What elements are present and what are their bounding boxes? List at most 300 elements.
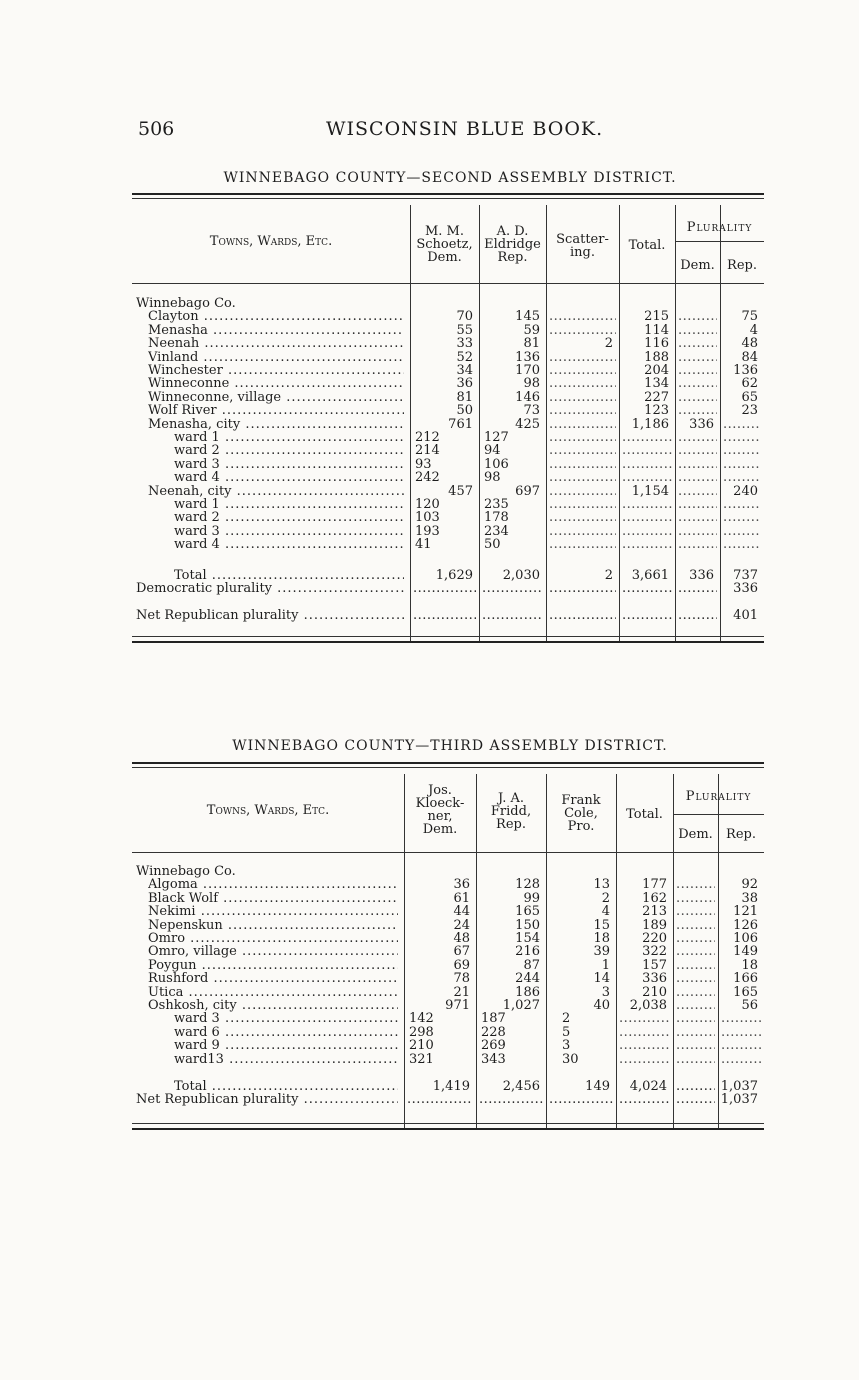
cell-c1w: 214	[415, 443, 440, 459]
plurality-dem-header: Dem.	[680, 258, 715, 273]
candidate3-header-line: Scatter-	[556, 232, 609, 247]
cell-rep: 23	[741, 403, 758, 419]
table1	[132, 193, 764, 648]
cell-c2: 59	[523, 322, 540, 338]
leader-dots	[622, 431, 672, 444]
cell-c3w: 30	[562, 1051, 579, 1067]
cell-c1w: 93	[415, 456, 432, 472]
total-c1: 1,629	[435, 568, 473, 583]
cell-c2w: 98	[484, 470, 501, 486]
total-rep: 737	[733, 568, 758, 583]
row-label: Winneconne, village .....	[148, 391, 404, 404]
cell-total: 215	[644, 309, 669, 325]
leader-dots	[549, 351, 616, 364]
row-label: Omro, village .....	[148, 945, 398, 958]
leader-dots	[676, 1053, 715, 1066]
leader-dots	[549, 377, 616, 390]
cell-rep: 149	[733, 944, 758, 960]
cell-total: 189	[642, 917, 667, 933]
candidate1-header-line: ner,	[427, 809, 453, 824]
table-row	[132, 1039, 764, 1052]
table-row	[132, 892, 764, 905]
cell-c3: 40	[593, 998, 610, 1013]
table-row	[132, 498, 764, 511]
plurality-rep-header: Rep.	[726, 827, 756, 842]
cell-rep: 56	[741, 998, 758, 1013]
net-rep-label: Net Republican plurality .....	[136, 609, 404, 622]
total-c3: 149	[585, 1079, 610, 1094]
cell-c3w: 3	[562, 1038, 571, 1054]
row-label: ward 3 .....	[174, 525, 404, 538]
leader-dots	[549, 498, 616, 511]
cell-total: 188	[644, 349, 669, 365]
row-label: ward 4 .....	[174, 471, 404, 484]
cell-c1w: 212	[415, 430, 440, 445]
table-rule	[132, 283, 764, 284]
leader-dots	[676, 1039, 715, 1052]
leader-dots	[721, 1039, 761, 1052]
cell-rep: 65	[741, 389, 758, 405]
net-republican-plurality-row	[132, 609, 764, 622]
candidate2-header	[476, 792, 546, 831]
leader-dots	[676, 1080, 715, 1093]
leader-dots	[723, 511, 761, 524]
cell-c2: 425	[515, 416, 540, 432]
leader-dots	[549, 525, 616, 538]
cell-rep: 62	[741, 376, 758, 392]
cell-c2w: 343	[481, 1051, 506, 1067]
cell-c2: 154	[515, 931, 540, 946]
leader-dots	[549, 538, 616, 551]
leader-dots	[723, 418, 761, 431]
cell-c2: 170	[515, 363, 540, 378]
cell-rep: 4	[749, 322, 758, 338]
total-row	[132, 1080, 764, 1093]
leader-dots	[549, 418, 616, 431]
leader-dots	[678, 582, 717, 595]
leader-dots	[622, 582, 672, 595]
cell-total: 177	[642, 877, 667, 893]
cell-c1: 52	[456, 349, 473, 365]
cell-c1: 44	[453, 904, 470, 920]
candidate2-header-line: Rep.	[497, 250, 528, 265]
leader-dots	[619, 1026, 670, 1039]
table-rule	[132, 762, 764, 764]
plurality-rep-header: Rep.	[727, 258, 757, 273]
cell-c1: 34	[456, 363, 473, 378]
cell-c2: 216	[515, 944, 540, 960]
total-total: 3,661	[631, 568, 669, 583]
dem-plurality-label: Democratic plurality .....	[136, 582, 404, 595]
plurality-dem-header: Dem.	[678, 827, 713, 842]
plurality-rule	[673, 814, 764, 815]
row-label: Clayton .....	[148, 310, 404, 323]
row-label: Nekimi .....	[148, 905, 398, 918]
cell-c1: 81	[456, 389, 473, 405]
row-label: Vinland .....	[148, 351, 404, 364]
leader-dots	[622, 498, 672, 511]
leader-dots	[549, 391, 616, 404]
total-c2: 2,030	[502, 568, 540, 583]
leader-dots	[549, 324, 616, 337]
table-row	[132, 418, 764, 431]
cell-total: 114	[644, 322, 669, 338]
leader-dots	[676, 878, 715, 891]
table2-title: WINNEBAGO COUNTY—THIRD ASSEMBLY DISTRICT.	[232, 738, 668, 754]
leader-dots	[678, 391, 717, 404]
cell-c2: 150	[515, 917, 540, 933]
row-label: ward 6 .....	[174, 1026, 398, 1039]
leader-dots	[482, 582, 543, 595]
table-row	[132, 377, 764, 390]
cell-c2: 244	[515, 971, 540, 987]
cell-c2w: 50	[484, 537, 501, 553]
plurality-rule	[675, 241, 764, 242]
candidate3-header-line: ing.	[570, 245, 595, 260]
leader-dots	[622, 444, 672, 457]
cell-c1w: 41	[415, 537, 432, 553]
cell-rep: 240	[733, 483, 758, 499]
leader-dots	[678, 431, 717, 444]
leader-dots	[407, 1093, 473, 1106]
candidate3-header	[546, 233, 619, 259]
row-label: Winnebago Co.	[136, 297, 236, 311]
cell-c2: 136	[515, 349, 540, 365]
cell-c1: 78	[453, 971, 470, 987]
cell-total: 336	[642, 971, 667, 987]
cell-rep: 126	[733, 917, 758, 933]
candidate3-header-line: Pro.	[567, 819, 595, 834]
cell-c2: 1,027	[502, 998, 540, 1013]
leader-dots	[549, 404, 616, 417]
leader-dots	[678, 444, 717, 457]
cell-c2: 87	[523, 957, 540, 973]
row-label: Menasha, city .....	[148, 418, 404, 431]
cell-c1: 50	[456, 403, 473, 419]
cell-c1: 971	[445, 998, 470, 1013]
leader-dots	[619, 1093, 670, 1106]
cell-c2w: 234	[484, 523, 509, 539]
table-row	[132, 1026, 764, 1039]
row-label: Neenah .....	[148, 337, 404, 350]
cell-rep: 38	[741, 890, 758, 906]
leader-dots	[678, 377, 717, 390]
table-rule	[132, 767, 764, 768]
leader-dots	[549, 1093, 613, 1106]
cell-c1: 36	[456, 376, 473, 392]
table-rule	[132, 641, 764, 643]
leader-dots	[549, 364, 616, 377]
candidate3-header	[546, 794, 616, 833]
row-label: Menasha .....	[148, 324, 404, 337]
candidate3-header-line: Frank	[561, 793, 601, 808]
row-label: ward 1 .....	[174, 431, 404, 444]
leader-dots	[676, 972, 715, 985]
total-row	[132, 569, 764, 582]
leader-dots	[549, 471, 616, 484]
leader-dots	[676, 999, 715, 1012]
cell-c3: 2	[601, 890, 610, 906]
table-rule	[132, 852, 764, 853]
table2	[132, 762, 764, 1134]
table-row	[132, 945, 764, 958]
row-label: Winneconne .....	[148, 377, 404, 390]
net-republican-plurality-row	[132, 1093, 764, 1106]
leader-dots	[721, 1012, 761, 1025]
cell-c3: 39	[593, 944, 610, 960]
table1-title: WINNEBAGO COUNTY—SECOND ASSEMBLY DISTRICT.	[223, 170, 677, 186]
table-row	[132, 297, 764, 310]
leader-dots	[678, 458, 717, 471]
leader-dots	[678, 337, 717, 350]
leader-dots	[482, 609, 543, 622]
candidate2-header-line: Fridd,	[490, 804, 532, 819]
total-c1: 1,419	[432, 1079, 470, 1094]
cell-c1: 33	[456, 336, 473, 352]
row-label: Omro .....	[148, 932, 398, 945]
row-label: Utica .....	[148, 986, 398, 999]
row-label: Rushford .....	[148, 972, 398, 985]
table-row	[132, 404, 764, 417]
leader-dots	[549, 444, 616, 457]
total-c2: 2,456	[502, 1079, 540, 1094]
cell-c1: 69	[453, 957, 470, 973]
leader-dots	[676, 932, 715, 945]
leader-dots	[721, 1026, 761, 1039]
row-label: Black Wolf .....	[148, 892, 398, 905]
cell-c2: 145	[515, 309, 540, 325]
table-row	[132, 525, 764, 538]
cell-total: 116	[644, 336, 669, 352]
row-label: Winchester .....	[148, 364, 404, 377]
cell-rep: 48	[741, 336, 758, 352]
cell-c3: 2	[604, 336, 613, 352]
leader-dots	[678, 310, 717, 323]
leader-dots	[676, 1093, 715, 1106]
row-label: ward 3 .....	[174, 1012, 398, 1025]
table-row	[132, 932, 764, 945]
candidate2-header-line: J. A.	[498, 791, 524, 806]
cell-c2: 165	[515, 904, 540, 920]
row-label: ward 1 .....	[174, 498, 404, 511]
leader-dots	[676, 892, 715, 905]
cell-c2: 186	[515, 984, 540, 1000]
cell-total: 134	[644, 376, 669, 392]
cell-c2w: 127	[484, 430, 509, 445]
leader-dots	[678, 498, 717, 511]
net-rep-value: 401	[733, 608, 758, 623]
dem-plurality-value: 336	[733, 581, 758, 597]
cell-c2: 73	[523, 403, 540, 419]
leader-dots	[676, 945, 715, 958]
table-row	[132, 511, 764, 524]
book-title: WISCONSIN BLUE BOOK.	[326, 118, 604, 140]
leader-dots	[676, 905, 715, 918]
total-c3: 2	[604, 568, 613, 583]
leader-dots	[678, 525, 717, 538]
candidate1-header-line: Schoetz,	[416, 237, 473, 252]
plurality-header: Plurality	[686, 220, 753, 235]
cell-c3: 14	[593, 971, 610, 987]
leader-dots	[549, 582, 616, 595]
table-row	[132, 878, 764, 891]
leader-dots	[723, 431, 761, 444]
cell-c1: 48	[453, 931, 470, 946]
cell-c2: 98	[523, 376, 540, 392]
table-row	[132, 364, 764, 377]
cell-c1: 67	[453, 944, 470, 960]
cell-total: 1,186	[631, 416, 669, 432]
cell-rep: 136	[733, 363, 758, 378]
cell-c2w: 106	[484, 456, 509, 472]
cell-c1w: 120	[415, 497, 440, 512]
row-label: Winnebago Co.	[136, 865, 236, 879]
leader-dots	[678, 538, 717, 551]
leader-dots	[723, 525, 761, 538]
row-label: ward 4 .....	[174, 538, 404, 551]
cell-rep: 106	[733, 931, 758, 946]
cell-total: 220	[642, 931, 667, 946]
leader-dots	[721, 1053, 761, 1066]
candidate1-header-line: Dem.	[422, 822, 458, 837]
cell-c1: 61	[453, 890, 470, 906]
cell-c2w: 187	[481, 1011, 506, 1027]
leader-dots	[549, 485, 616, 498]
cell-total: 162	[642, 890, 667, 906]
candidate2-header	[479, 225, 546, 264]
row-label: ward 3 .....	[174, 458, 404, 471]
cell-total: 2,038	[629, 998, 667, 1013]
total-label: Total .....	[174, 569, 404, 582]
row-label: Algoma .....	[148, 878, 398, 891]
leader-dots	[723, 444, 761, 457]
leader-dots	[619, 1012, 670, 1025]
cell-total: 1,154	[631, 483, 669, 499]
table-row	[132, 1012, 764, 1025]
leader-dots	[723, 498, 761, 511]
cell-c2w: 178	[484, 510, 509, 526]
table-rule	[132, 636, 764, 637]
towns-header: Towns, Wards, Etc.	[209, 234, 333, 249]
cell-c2w: 269	[481, 1038, 506, 1054]
table-row	[132, 865, 764, 878]
total-rep: 1,037	[720, 1079, 758, 1094]
cell-c1w: 242	[415, 470, 440, 486]
row-label: Oshkosh, city .....	[148, 999, 398, 1012]
row-label: Neenah, city .....	[148, 485, 404, 498]
leader-dots	[549, 431, 616, 444]
table-row	[132, 972, 764, 985]
table-row	[132, 485, 764, 498]
cell-total: 123	[644, 403, 669, 419]
row-label: ward 2 .....	[174, 511, 404, 524]
cell-c3w: 5	[562, 1024, 571, 1040]
cell-c2w: 228	[481, 1024, 506, 1040]
leader-dots	[619, 1053, 670, 1066]
leader-dots	[723, 458, 761, 471]
leader-dots	[676, 1026, 715, 1039]
leader-dots	[413, 582, 476, 595]
cell-c3: 4	[601, 904, 610, 920]
leader-dots	[622, 538, 672, 551]
cell-c1: 70	[456, 309, 473, 325]
leader-dots	[676, 919, 715, 932]
leader-dots	[622, 458, 672, 471]
cell-total: 213	[642, 904, 667, 920]
cell-rep: 18	[741, 957, 758, 973]
cell-c2: 146	[515, 389, 540, 405]
total-label: Total .....	[174, 1080, 398, 1093]
candidate1-header	[410, 225, 479, 264]
row-label: Wolf River .....	[148, 404, 404, 417]
row-label: ward 9 .....	[174, 1039, 398, 1052]
table-row	[132, 959, 764, 972]
cell-c2w: 235	[484, 497, 509, 512]
cell-rep: 166	[733, 971, 758, 987]
cell-c1: 24	[453, 917, 470, 933]
cell-rep: 84	[741, 349, 758, 365]
cell-total: 204	[644, 363, 669, 378]
table-row	[132, 391, 764, 404]
leader-dots	[723, 538, 761, 551]
cell-c2: 81	[523, 336, 540, 352]
leader-dots	[678, 404, 717, 417]
candidate3-header-line: Cole,	[564, 806, 598, 821]
cell-c1w: 298	[409, 1024, 434, 1040]
cell-c1w: 142	[409, 1011, 434, 1027]
table-row	[132, 337, 764, 350]
leader-dots	[413, 609, 476, 622]
candidate1-header-line: Kloeck-	[415, 796, 465, 811]
leader-dots	[678, 351, 717, 364]
leader-dots	[678, 511, 717, 524]
cell-c3: 15	[593, 917, 610, 933]
candidate1-header-line: Dem.	[427, 250, 462, 265]
leader-dots	[676, 1012, 715, 1025]
total-header: Total.	[628, 238, 666, 253]
table-row	[132, 351, 764, 364]
table-row	[132, 310, 764, 323]
cell-c1w: 103	[415, 510, 440, 526]
table-row	[132, 431, 764, 444]
total-total: 4,024	[629, 1079, 667, 1094]
cell-c2: 128	[515, 877, 540, 893]
cell-c1: 36	[453, 877, 470, 893]
leader-dots	[622, 609, 672, 622]
cell-total: 322	[642, 944, 667, 960]
cell-c2: 99	[523, 890, 540, 906]
towns-header: Towns, Wards, Etc.	[206, 803, 330, 818]
page-number: 506	[138, 118, 175, 140]
cell-rep: 121	[733, 904, 758, 920]
cell-c1w: 210	[409, 1038, 434, 1054]
table-row	[132, 444, 764, 457]
net-rep-value: 1,037	[720, 1092, 758, 1108]
leader-dots	[622, 511, 672, 524]
plurality-header: Plurality	[685, 789, 752, 804]
cell-c2w: 94	[484, 443, 501, 459]
total-header: Total.	[626, 807, 663, 822]
leader-dots	[678, 485, 717, 498]
table-row	[132, 538, 764, 551]
leader-dots	[678, 364, 717, 377]
leader-dots	[723, 471, 761, 484]
cell-total: 227	[644, 389, 669, 405]
cell-total: 210	[642, 984, 667, 1000]
candidate2-header-line: A. D.	[496, 224, 529, 239]
row-label: ward 2 .....	[174, 444, 404, 457]
cell-rep: 75	[741, 309, 758, 325]
